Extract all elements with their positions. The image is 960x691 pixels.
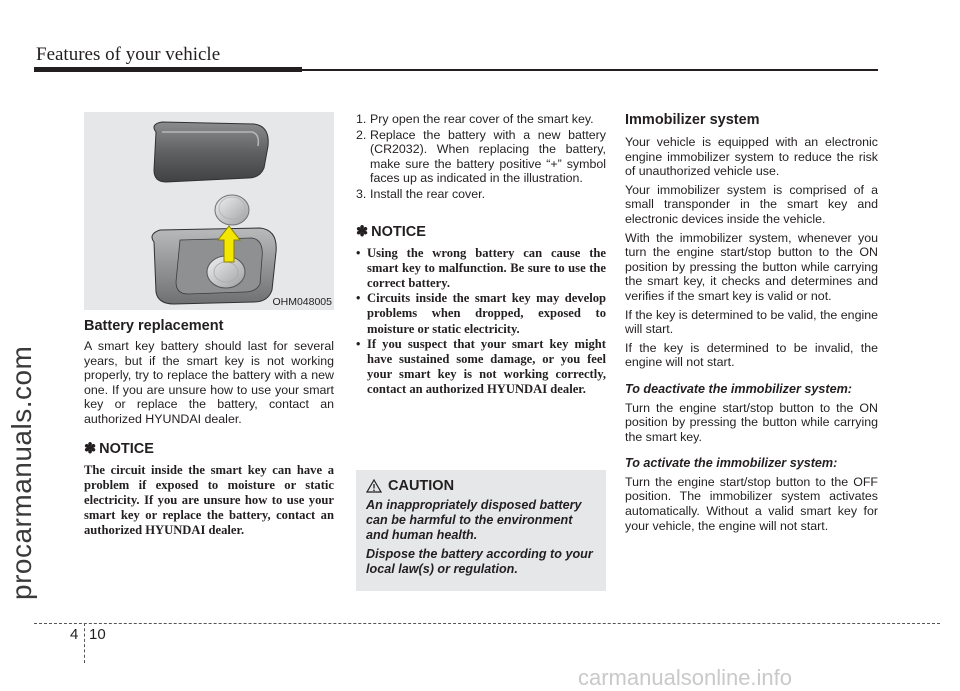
- smart-key-illustration: [84, 112, 334, 310]
- bottom-watermark: carmanualsonline.info: [578, 665, 793, 690]
- battery-replacement-title: Battery replacement: [84, 318, 224, 334]
- immobilizer-title: Immobilizer system: [625, 112, 760, 128]
- header-rule-thick: [34, 67, 302, 72]
- chapter-number: 4: [70, 626, 79, 643]
- deactivate-title: To deactivate the immobilizer system:: [625, 381, 852, 396]
- caution-box: [356, 470, 606, 591]
- side-watermark-text: procarmanuals.com: [6, 345, 37, 600]
- immobilizer-paragraph: Your immobilizer system is comprised of a small transponder in the smart key and electronic devices inside the vehicle.: [625, 182, 878, 226]
- notice-title: NOTICE: [99, 440, 154, 457]
- caution-heading: [366, 478, 596, 494]
- immobilizer-paragraph: Your vehicle is equipped with an electronic engine immobilizer system to reduce the risk of unauthorized vehicle use.: [625, 135, 878, 179]
- figure-code: OHM048005: [272, 296, 332, 308]
- list-item: • Using the wrong battery can cause the smart key to malfunction. Be sure to use the correct battery.: [356, 246, 606, 292]
- step-text: Install the rear cover.: [370, 186, 486, 201]
- immobilizer-paragraph: If the key is determined to be invalid, the engine will not start.: [625, 340, 878, 370]
- activate-title: To activate the immobilizer system:: [625, 456, 838, 471]
- list-item: • Circuits inside the smart key may develop problems when dropped, exposed to moisture or static electricity.: [356, 291, 606, 337]
- page-header-title: Features of your vehicle: [36, 44, 221, 65]
- column-middle: [356, 112, 606, 576]
- footer-rule: [34, 623, 940, 624]
- step-number: 2.: [356, 127, 367, 142]
- header-rule-thin: [300, 69, 878, 71]
- list-item: • If you suspect that your smart key might have sustained some damage, or you feel your smart key is not working correctly, contact an authorized HYUNDAI dealer.: [356, 337, 606, 398]
- battery-steps-list: [356, 112, 606, 202]
- warning-triangle-icon: [366, 479, 382, 493]
- notice-heading: [84, 441, 334, 457]
- step-number: 3.: [356, 186, 367, 201]
- immobilizer-paragraph: With the immobilizer system, whenever you turn the engine start/stop button to the ON position by pressing the button while carrying the smart key, it checks and determines and verifies if the smart key is valid or not.: [625, 230, 878, 303]
- deactivate-body: Turn the engine start/stop button to the ON position by pressing the button while carrying the smart key.: [625, 400, 878, 444]
- notice-star-icon: ✽: [84, 440, 97, 457]
- caution-title: CAUTION: [388, 478, 455, 494]
- notice-title: NOTICE: [371, 223, 426, 240]
- battery-replacement-body: A smart key battery should last for several years, but if the smart key is not working properly, try to replace the battery with a new one. If you are unsure how to use your smart key or replace the battery, contact an authorized HYUNDAI dealer.: [84, 339, 334, 426]
- immobilizer-paragraph: If the key is determined to be valid, the engine will start.: [625, 307, 878, 337]
- column-left: [84, 112, 334, 539]
- footer-divider: [84, 623, 85, 663]
- step-text: Replace the battery with a new battery (CR2032). When replacing the battery, make sure the battery positive “+” symbol faces up as indicated in the illustration.: [370, 127, 606, 186]
- activate-body: Turn the engine start/stop button to the OFF position. The immobilizer system activates automatically. Without a valid smart key for your vehicle, the engine will not start.: [625, 474, 878, 533]
- notice-star-icon: ✽: [356, 223, 369, 240]
- smart-key-battery-figure: [84, 112, 334, 310]
- column-right: [625, 112, 878, 537]
- caution-line: An inappropriately disposed battery can be harmful to the environment and human health.: [366, 498, 582, 542]
- step-number: 1.: [356, 112, 367, 126]
- notice-body: The circuit inside the smart key can have a problem if exposed to moisture or static electricity. If you are unsure how to use your smart key or replace the battery, contact an authorized HYUNDAI dealer.: [84, 462, 334, 538]
- list-item: [356, 112, 606, 127]
- list-item: [356, 187, 606, 202]
- notice-bullets: [356, 246, 606, 398]
- notice-heading: [356, 224, 606, 240]
- page-number: 10: [89, 626, 106, 643]
- list-item: [356, 128, 606, 186]
- step-text: Pry open the rear cover of the smart key.: [370, 112, 594, 126]
- caution-line: Dispose the battery according to your local law(s) or regulation.: [366, 547, 593, 576]
